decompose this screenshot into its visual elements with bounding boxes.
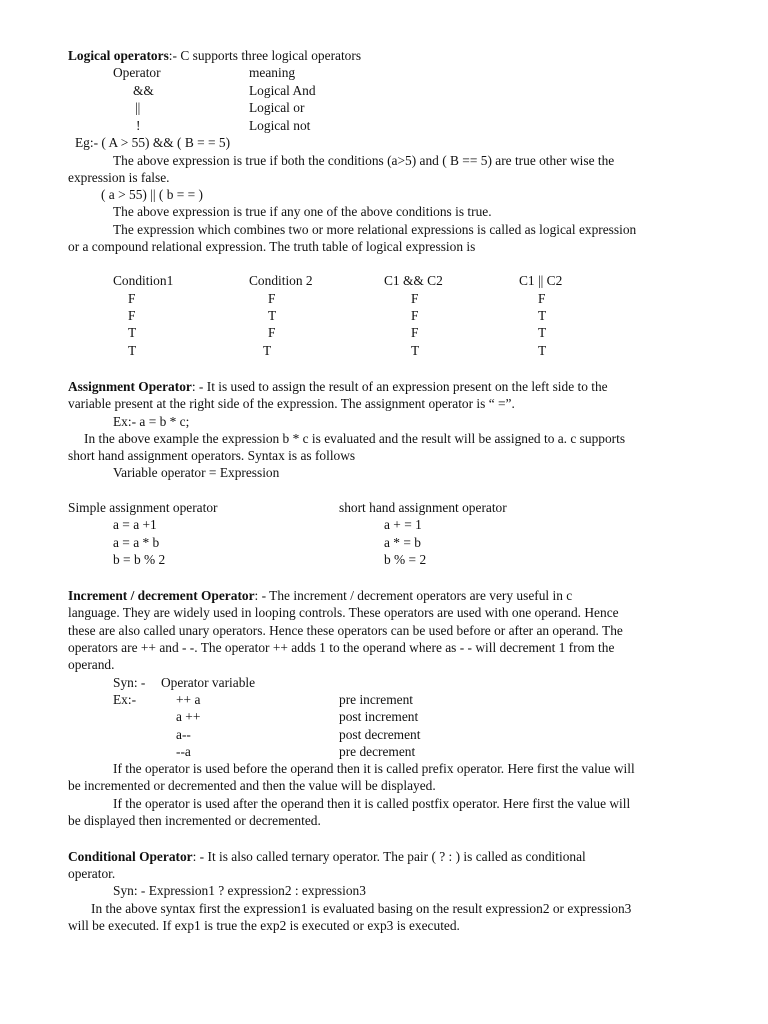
assignment-simple: a = a +1 bbox=[113, 517, 157, 532]
increment-desc: post decrement bbox=[339, 727, 421, 742]
para-text: The expression which combines two or more relational expressions is called as logical expression bbox=[113, 222, 637, 237]
truth-header: C1 || C2 bbox=[519, 273, 563, 288]
para-text: operators are ++ and - -. The operator ++ adds 1 to the operand where as - - will decrement 1 from the bbox=[68, 640, 615, 655]
truth-cell: T bbox=[268, 308, 277, 323]
logical-heading-suffix: :- C supports three logical operators bbox=[168, 48, 362, 63]
increment-desc: post increment bbox=[339, 709, 419, 724]
logical-heading: Logical operators bbox=[68, 48, 169, 63]
logical-example-2: ( a > 55) || ( b = = ) bbox=[101, 187, 204, 202]
truth-cell: T bbox=[263, 343, 272, 358]
increment-expr: --a bbox=[176, 744, 191, 759]
conditional-line: : - It is also called ternary operator. The pair ( ? : ) is called as conditional bbox=[192, 849, 586, 864]
assignment-col-header: Simple assignment operator bbox=[68, 500, 218, 515]
increment-heading-line bbox=[68, 587, 572, 604]
para-text: In the above syntax first the expression1 is evaluated basing on the result expression2 or expression3 bbox=[91, 901, 632, 916]
truth-cell: F bbox=[411, 291, 419, 306]
truth-header: Condition 2 bbox=[249, 273, 313, 288]
increment-expr: a-- bbox=[176, 727, 191, 742]
para-text: these are also called unary operators. Hence these operators can be used before or after an operand. The bbox=[68, 623, 623, 638]
logical-meaning: Logical And bbox=[249, 83, 316, 98]
truth-cell: T bbox=[128, 325, 137, 340]
truth-cell: T bbox=[538, 308, 547, 323]
assignment-simple: a = a * b bbox=[113, 535, 160, 550]
assignment-col-header: short hand assignment operator bbox=[339, 500, 507, 515]
para-text: will be executed. If exp1 is true the exp2 is executed or exp3 is executed. bbox=[68, 918, 460, 933]
para-text: If the operator is used after the operand then it is called postfix operator. Here first the value will bbox=[113, 796, 631, 811]
assignment-line: : - It is used to assign the result of an expression present on the left side to the bbox=[191, 379, 608, 394]
para-text: The above expression is true if any one of the above conditions is true. bbox=[113, 204, 492, 219]
increment-expr: a ++ bbox=[176, 709, 201, 724]
truth-cell: T bbox=[538, 325, 547, 340]
assignment-heading: Assignment Operator bbox=[68, 379, 192, 394]
truth-header: Condition1 bbox=[113, 273, 174, 288]
assignment-heading-line bbox=[68, 378, 608, 395]
para-text: If the operator is used before the operand then it is called prefix operator. Here first the value will bbox=[113, 761, 635, 776]
para-text: be incremented or decremented and then the value will be displayed. bbox=[68, 778, 436, 793]
logical-op: || bbox=[135, 100, 141, 115]
logical-example-1: Eg:- ( A > 55) && ( B = = 5) bbox=[75, 135, 231, 150]
para-text: short hand assignment operators. Syntax is as follows bbox=[68, 448, 356, 463]
para-text: be displayed then incremented or decremented. bbox=[68, 813, 321, 828]
increment-desc: pre increment bbox=[339, 692, 413, 707]
logical-op: ! bbox=[136, 118, 141, 133]
increment-heading: Increment / decrement Operator bbox=[68, 588, 255, 603]
conditional-syntax: Syn: - Expression1 ? expression2 : expression3 bbox=[113, 883, 366, 898]
increment-syn-text: Operator variable bbox=[161, 675, 256, 690]
truth-cell: F bbox=[411, 308, 419, 323]
conditional-heading-line bbox=[68, 848, 586, 865]
assignment-simple: b = b % 2 bbox=[113, 552, 166, 567]
assignment-short: a + = 1 bbox=[384, 517, 422, 532]
truth-cell: F bbox=[411, 325, 419, 340]
increment-syn-label: Syn: - bbox=[113, 675, 146, 690]
logical-heading-line bbox=[68, 47, 361, 64]
operator-col-header: Operator bbox=[113, 65, 161, 80]
truth-cell: T bbox=[411, 343, 420, 358]
increment-line: : - The increment / decrement operators are very useful in c bbox=[254, 588, 573, 603]
truth-cell: T bbox=[128, 343, 137, 358]
para-text: expression is false. bbox=[68, 170, 170, 185]
conditional-heading: Conditional Operator bbox=[68, 849, 193, 864]
logical-meaning: Logical or bbox=[249, 100, 305, 115]
assignment-short: b % = 2 bbox=[384, 552, 427, 567]
truth-cell: T bbox=[538, 343, 547, 358]
truth-cell: F bbox=[128, 291, 136, 306]
increment-expr: ++ a bbox=[176, 692, 201, 707]
meaning-col-header: meaning bbox=[249, 65, 296, 80]
para-text: language. They are widely used in looping controls. These operators are used with one operand. Hence bbox=[68, 605, 619, 620]
truth-header: C1 && C2 bbox=[384, 273, 443, 288]
para-text: variable present at the right side of the expression. The assignment operator is “ =”. bbox=[68, 396, 515, 411]
assignment-short: a * = b bbox=[384, 535, 421, 550]
para-text: In the above example the expression b * c is evaluated and the result will be assigned to a. c supports bbox=[84, 431, 626, 446]
para-text: operator. bbox=[68, 866, 116, 881]
truth-cell: F bbox=[538, 291, 546, 306]
para-text: or a compound relational expression. The truth table of logical expression is bbox=[68, 239, 476, 254]
increment-ex-label: Ex:- bbox=[113, 692, 137, 707]
logical-meaning: Logical not bbox=[249, 118, 311, 133]
para-text: The above expression is true if both the conditions (a>5) and ( B == 5) are true other wise the bbox=[113, 153, 615, 168]
logical-op: && bbox=[133, 83, 154, 98]
assignment-syntax: Variable operator = Expression bbox=[113, 465, 280, 480]
truth-cell: F bbox=[268, 325, 276, 340]
truth-cell: F bbox=[128, 308, 136, 323]
truth-cell: F bbox=[268, 291, 276, 306]
assignment-example: Ex:- a = b * c; bbox=[113, 414, 190, 429]
para-text: operand. bbox=[68, 657, 115, 672]
increment-desc: pre decrement bbox=[339, 744, 416, 759]
